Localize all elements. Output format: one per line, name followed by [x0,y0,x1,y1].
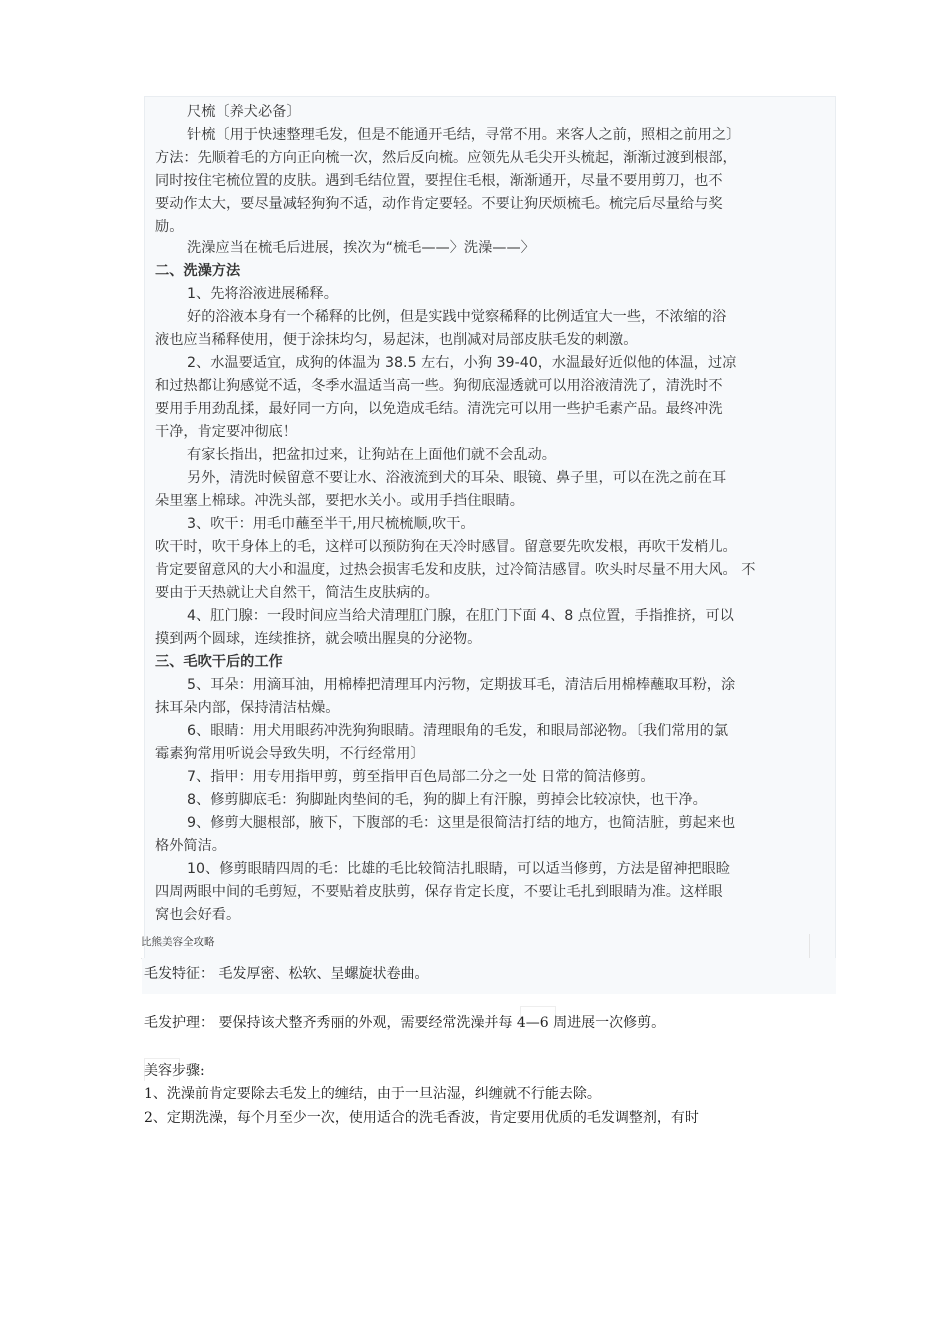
text-line: 有家长指出，把盆扣过来，让狗站在上面他们就不会乱动。 [187,447,556,463]
text-line: 格外简洁。 [155,838,226,854]
text-line: 4、肛门腺：一段时间应当给犬清理肛门腺，在肛门下面 4、8 点位置，手指推挤，可以 [187,608,734,624]
text-line: 10、修剪眼睛四周的毛：比雄的毛比较简洁扎眼睛，可以适当修剪，方法是留神把眼睑 [187,861,730,877]
section-heading: 三、毛吹干后的工作 [155,654,283,670]
text-line: 窝也会好看。 [155,907,241,923]
step-item: 1、洗澡前肯定要除去毛发上的缠结，由于一旦沾湿，纠缠就不行能去除。 [144,1086,601,1102]
text-line: 抹耳朵内部，保持清洁枯燥。 [155,700,340,716]
text-line: 9、修剪大腿根部，腋下，下腹部的毛：这里是很简洁打结的地方，也简洁脏，剪起来也 [187,815,736,831]
section-caption: 比熊美容全攻略 [141,934,810,959]
text-line: 8、修剪脚底毛：狗脚趾肉垫间的毛，狗的脚上有汗腺，剪掉会比较凉快，也干净。 [187,792,707,808]
text-line: 液也应当稀释使用，便于涂抹均匀，易起沫，也削减对局部皮肤毛发的刺激。 [155,332,638,348]
text-line: 同时按住宅梳位置的皮肤。遇到毛结位置，要捏住毛根，渐渐通开，尽量不要用剪刀，也不 [155,173,723,189]
text-line: 5、耳朵：用滴耳油，用棉棒把清理耳内污物，定期拔耳毛，清洁后用棉棒蘸取耳粉，涂 [187,677,736,693]
text-line: 四周两眼中间的毛剪短，不要贴着皮肤剪，保存肯定长度，不要让毛扎到眼睛为准。这样眼 [155,884,723,900]
text-line: 朵里塞上棉球。冲洗头部，要把水关小。或用手挡住眼睛。 [155,493,524,509]
step-item: 2、定期洗澡，每个月至少一次，使用适合的洗毛香波，肯定要用优质的毛发调整剂，有时 [144,1110,699,1126]
text-line: 要由于天热就让犬自然干，简洁生皮肤病的。 [155,585,439,601]
text-line: 干净，肯定要冲彻底！ [155,424,297,440]
coat-features: 毛发特征： 毛发厚密、松软、呈螺旋状卷曲。 [144,966,429,982]
text-line: 7、指甲：用专用指甲剪，剪至指甲百色局部二分之一处 日常的简洁修剪。 [187,769,655,785]
text-line: 另外，清洗时候留意不要让水、浴液流到犬的耳朵、眼镜、鼻子里，可以在洗之前在耳 [187,470,727,486]
section-heading: 二、洗澡方法 [155,263,241,279]
text-line: 和过热都让狗感觉不适，冬季水温适当高一些。狗彻底湿透就可以用浴液清洗了，清洗时不 [155,378,723,394]
steps-title: 美容步骤: [144,1063,205,1079]
text-line: 吹干时，吹干身体上的毛，这样可以预防狗在天冷时感冒。留意要先吹发根，再吹干发梢儿。 [155,539,737,555]
text-line: 2、水温要适宜，成狗的体温为 38.5 左右，小狗 39-40，水温最好近似他的体温，过凉 [187,355,737,371]
text-line: 尺梳〔养犬必备〕 [187,104,301,120]
text-line: 6、眼睛：用犬用眼药冲洗狗狗眼睛。清理眼角的毛发，和眼局部泌物。〔我们常用的氯 [187,723,729,739]
coat-care: 毛发护理： 要保持该犬整齐秀丽的外观，需要经常洗澡并每 4—6 周进展一次修剪。 [144,1015,666,1031]
text-line: 肯定要留意风的大小和温度，过热会损害毛发和皮肤，过冷简洁感冒。吹头时尽量不用大风。 不 [155,562,756,578]
text-line: 摸到两个圆球，连续推挤，就会喷出腥臭的分泌物。 [155,631,482,647]
text-line: 1、先将浴液进展稀释。 [187,286,338,302]
text-line: 励。 [155,219,184,235]
text-line: 洗澡应当在梳毛后进展，挨次为“梳毛——〉洗澡——〉 [187,240,535,256]
text-line: 针梳〔用于快速整理毛发，但是不能通开毛结，寻常不用。来客人之前，照相之前用之〕 [187,127,741,143]
text-line: 好的浴液本身有一个稀释的比例，但是实践中觉察稀释的比例适宜大一些，不浓缩的浴 [187,309,727,325]
text-line: 霉素狗常用听说会导致失明，不行经常用〕 [155,746,425,762]
text-line: 3、吹干：用毛巾蘸至半干,用尺梳梳顺,吹干。 [187,516,475,532]
text-line: 要用手用劲乱揉，最好同一方向，以免造成毛结。清洗完可以用一些护毛素产品。最终冲洗 [155,401,723,417]
text-line: 要动作太大，要尽量减轻狗狗不适，动作肯定要轻。不要让狗厌烦梳毛。梳完后尽量给与奖 [155,196,723,212]
text-line: 方法：先顺着毛的方向正向梳一次，然后反向梳。应领先从毛尖开头梳起，渐渐过渡到根部， [155,150,737,166]
